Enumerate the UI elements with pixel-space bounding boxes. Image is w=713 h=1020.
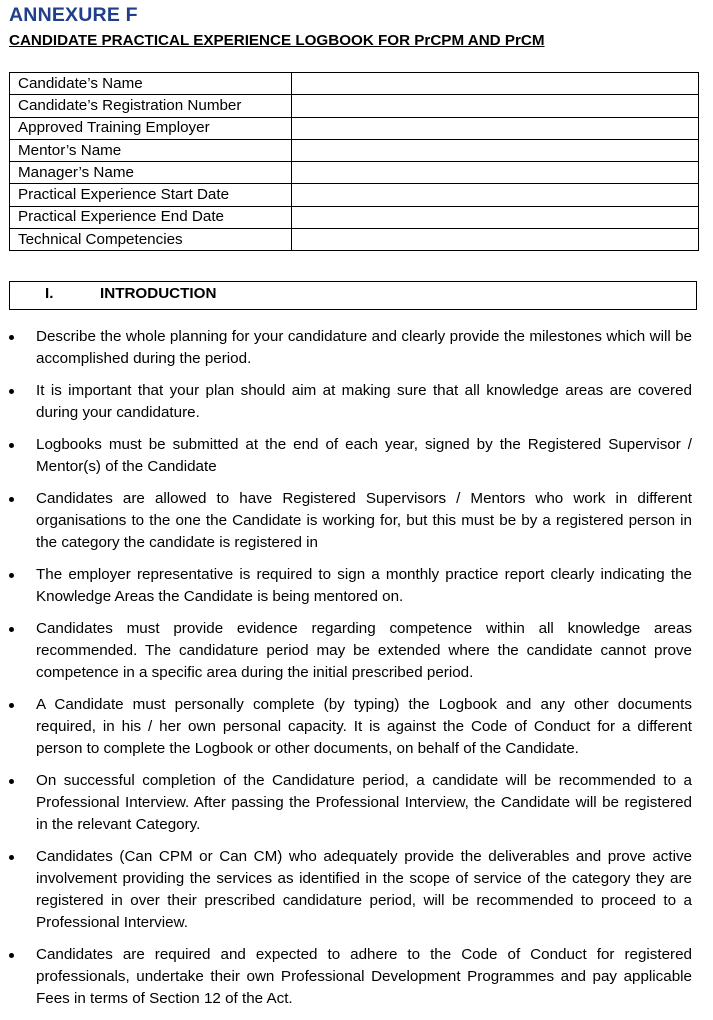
row-value-mentor-name[interactable] [292,139,699,161]
row-label-technical-competencies: Technical Competencies [10,229,292,251]
list-item [0,488,713,554]
list-item [0,434,713,478]
row-value-candidate-name[interactable] [292,73,699,95]
table-row [10,73,699,95]
document-title: CANDIDATE PRACTICAL EXPERIENCE LOGBOOK FOR PrCPM AND PrCM [9,32,545,49]
list-item-text: Candidates (Can CPM or Can CM) who adequately provide the deliverables and prove active involvement providing the services as identified in the scope of service of the category they are registered in over their prescribed candidature period, will be recommended to proceed to a Professional Interview. [36,848,692,931]
table-row [10,117,699,139]
row-label-mentor-name: Mentor’s Name [10,139,292,161]
row-label-registration-number: Candidate’s Registration Number [10,95,292,117]
row-label-manager-name: Manager’s Name [10,162,292,184]
bullet-icon [9,953,14,958]
table-row [10,206,699,228]
bullet-icon [9,497,14,502]
row-label-start-date: Practical Experience Start Date [10,184,292,206]
row-label-candidate-name: Candidate’s Name [10,73,292,95]
bullet-icon [9,443,14,448]
list-item-text: On successful completion of the Candidature period, a candidate will be recommended to a Professional Interview. After passing the Professional Interview, the Candidate will be registered in the relevant Category. [36,772,692,833]
list-item-text: A Candidate must personally complete (by typing) the Logbook and any other documents required, in his / her own personal capacity. It is against the Code of Conduct for a different person to complete the Logbook or other documents, on behalf of the Candidate. [36,696,692,757]
list-item [0,326,713,370]
table-row [10,229,699,251]
candidate-info-table [9,72,699,251]
bullet-icon [9,779,14,784]
bullet-icon [9,627,14,632]
section-title: INTRODUCTION [100,285,217,302]
list-item [0,618,713,684]
table-row [10,184,699,206]
row-value-manager-name[interactable] [292,162,699,184]
introduction-bullet-list [0,326,713,1020]
bullet-icon [9,703,14,708]
list-item [0,694,713,760]
list-item-text: The employer representative is required to sign a monthly practice report clearly indicating the Knowledge Areas the Candidate is being mentored on. [36,566,692,605]
list-item [0,380,713,424]
list-item-text: Candidates are allowed to have Registered Supervisors / Mentors who work in different organisations to the one the Candidate is working for, but this must be by a registered person in the category the candidate is registered in [36,490,692,551]
section-number: I. [45,285,54,302]
row-label-end-date: Practical Experience End Date [10,206,292,228]
introduction-section-header [9,281,697,310]
row-label-training-employer: Approved Training Employer [10,117,292,139]
table-row [10,162,699,184]
bullet-icon [9,335,14,340]
row-value-training-employer[interactable] [292,117,699,139]
row-value-technical-competencies[interactable] [292,229,699,251]
list-item-text: Describe the whole planning for your candidature and clearly provide the milestones which will be accomplished during the period. [36,328,692,367]
list-item [0,944,713,1010]
row-value-end-date[interactable] [292,206,699,228]
list-item-text: Candidates are required and expected to adhere to the Code of Conduct for registered professionals, undertake their own Professional Development Programmes and pay applicable Fees in terms of Section 12 of the Act. [36,946,692,1007]
list-item-text: It is important that your plan should aim at making sure that all knowledge areas are covered during your candidature. [36,382,692,421]
table-row [10,139,699,161]
table-row [10,95,699,117]
bullet-icon [9,855,14,860]
bullet-icon [9,389,14,394]
list-item-text: Logbooks must be submitted at the end of each year, signed by the Registered Supervisor / Mentor(s) of the Candidate [36,436,692,475]
row-value-registration-number[interactable] [292,95,699,117]
list-item-text: Candidates must provide evidence regarding competence within all knowledge areas recommended. The candidature period may be extended where the candidate cannot prove competence in a specific area during the initial prescribed period. [36,620,692,681]
list-item [0,564,713,608]
annexure-heading: ANNEXURE F [9,4,138,26]
list-item [0,770,713,836]
bullet-icon [9,573,14,578]
list-item [0,846,713,934]
row-value-start-date[interactable] [292,184,699,206]
